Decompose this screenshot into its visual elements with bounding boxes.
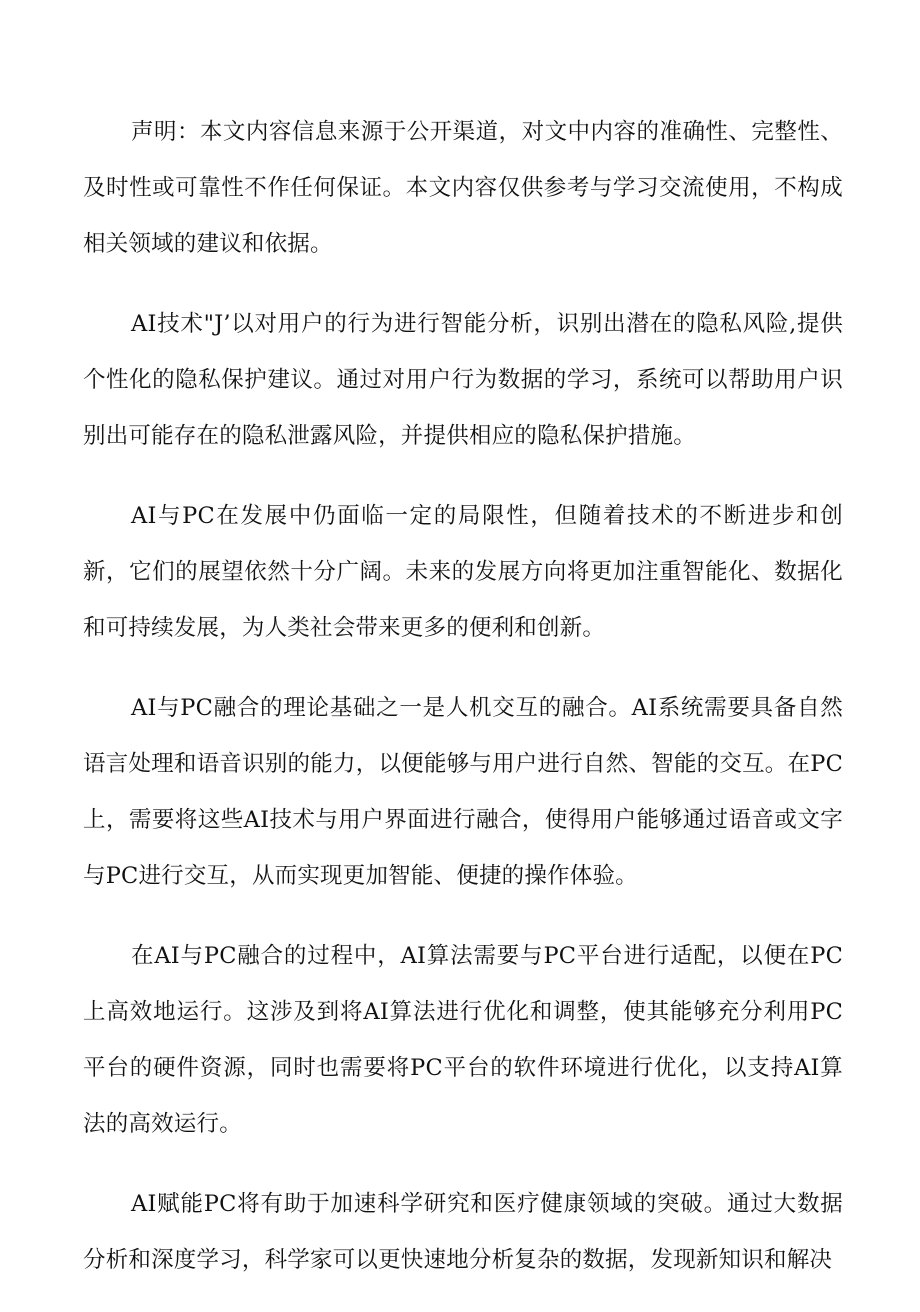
paragraph-privacy-analysis: AI技术"J’以对用户的行为进行智能分析，识别出潜在的隐私风险,提供个性化的隐私保护建议。通过对用户行为数据的学习，系统可以帮助用户识别出可能存在的隐私泄露风险，并提供相应的隐私保护措施。 [83, 311, 843, 449]
document-body [83, 104, 843, 1312]
paragraph-human-computer-interaction: AI与PC融合的理论基础之一是人机交互的融合。AI系统需要具备自然语言处理和语音识别的能力，以便能够与用户进行自然、智能的交互。在PC上，需要将这些AI技术与用户界面进行融合，使得用户能够通过语音或文字与PC进行交互，从而实现更加智能、便捷的操作体验。 [83, 695, 843, 889]
paragraph-outlook: AI与PC在发展中仍面临一定的局限性，但随着技术的不断进步和创新，它们的展望依然十分广阔。未来的发展方向将更加注重智能化、数据化和可持续发展，为人类社会带来更多的便利和创新。 [83, 503, 843, 641]
paragraph-algorithm-adaptation: 在AI与PC融合的过程中，AI算法需要与PC平台进行适配，以便在PC上高效地运行。这涉及到将AI算法进行优化和调整，使其能够充分利用PC平台的硬件资源，同时也需要将PC平台的软件环境进行优化，以支持AI算法的高效运行。 [83, 943, 843, 1137]
paragraph-scientific-research: AI赋能PC将有助于加速科学研究和医疗健康领域的突破。通过大数据分析和深度学习，科学家可以更快速地分析复杂的数据，发现新知识和解决 [83, 1191, 843, 1273]
paragraph-disclaimer: 声明：本文内容信息来源于公开渠道，对文中内容的准确性、完整性、及时性或可靠性不作任何保证。本文内容仅供参考与学习交流使用，不构成相关领域的建议和依据。 [83, 119, 843, 257]
